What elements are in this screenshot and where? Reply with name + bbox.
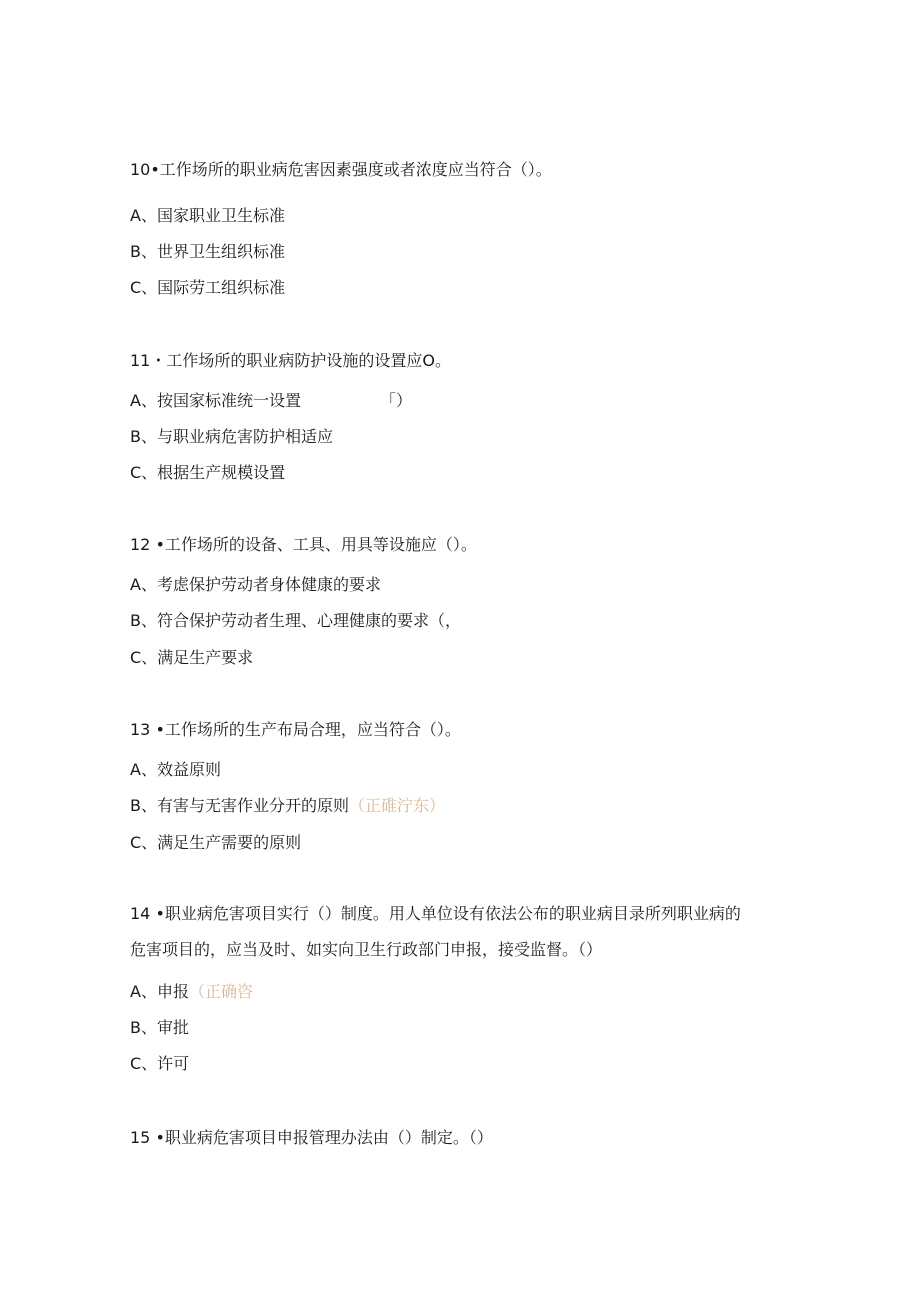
question-12-stem [130,527,800,563]
question-12-option-b: B、符合保护劳动者生理、心理健康的要求（， [130,611,461,630]
question-text: 15 •职业病危害项目申报管理办法由（）制定。（） [130,1128,493,1147]
question-14-option-b: B、审批 [130,1018,189,1037]
question-15-stem [130,1120,800,1156]
question-text: 13 •工作场所的生产布局合理，应当符合（）。 [130,720,461,739]
question-11-stem [130,343,800,379]
question-13-option-c: C、满足生产需要的原则 [130,833,302,852]
question-text: 12 •工作场所的设备、工具、用具等设施应（）。 [130,535,477,554]
question-14-option-a [130,981,253,1003]
answer-hint: （正碓泞东） [348,796,445,815]
question-text-line-2: 危害项目的，应当及时、如实向卫生行政部门申报，接受监督。（） [130,940,603,959]
option-text: A、申报 [130,982,189,1001]
question-13-stem [130,712,800,748]
question-10-stem [130,152,800,188]
answer-hint: （正确咨 [188,982,253,1001]
question-10-option-a: A、国家职业卫生标准 [130,206,285,225]
question-text: 11・工作场所的职业病防护设施的设置应O。 [130,351,451,370]
question-14-option-c: C、许可 [130,1054,190,1073]
question-12-option-c: C、满足生产要求 [130,648,254,667]
question-11-option-c: C、根据生产规模设置 [130,463,286,482]
question-text-line-1: 14 •职业病危害项目实行（）制度。用人单位设有依法公布的职业病目录所列职业病的 [130,904,741,923]
option-text: B、有害与无害作业分开的原则 [130,796,349,815]
question-13-option-a: A、效益原则 [130,760,221,779]
question-10-option-b: B、世界卫生组织标准 [130,242,285,261]
question-11-option-a: A、按国家标准统一设置 [130,391,301,410]
question-13-option-b [130,795,445,817]
question-12-option-a: A、考虑保护劳动者身体健康的要求 [130,575,381,594]
question-11-side-mark: 「） [380,391,413,410]
question-10-option-c: C、国际劳工组织标准 [130,278,286,297]
question-text: 10•工作场所的职业病危害因素强度或者浓度应当符合（）。 [130,160,552,179]
question-11-option-b: B、与职业病危害防护相适应 [130,427,333,446]
question-14-stem [130,896,800,968]
